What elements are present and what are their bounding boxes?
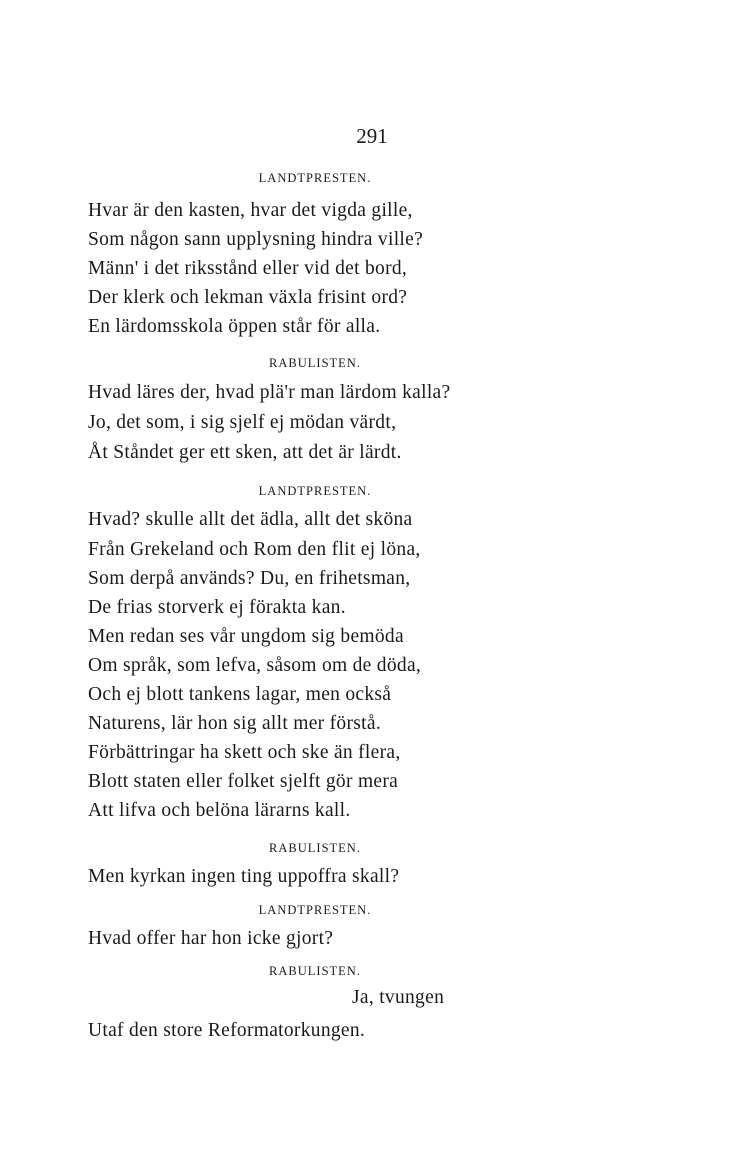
verse-line: Om språk, som lefva, såsom om de döda,	[88, 655, 422, 676]
verse-line: Och ej blott tankens lagar, men också	[88, 684, 392, 705]
speaker-heading: RABULISTEN.	[269, 356, 361, 370]
speaker-heading: LANDTPRESTEN.	[258, 171, 372, 185]
verse-line: Hvad offer har hon icke gjort?	[88, 928, 334, 949]
verse-line: En lärdomsskola öppen står för alla.	[88, 316, 381, 337]
verse-line: Der klerk och lekman växla frisint ord?	[88, 287, 408, 308]
speaker-heading: LANDTPRESTEN.	[258, 903, 372, 917]
verse-line: Jo, det som, i sig sjelf ej mödan värdt,	[88, 412, 397, 433]
verse-line: De frias storverk ej förakta kan.	[88, 597, 346, 618]
verse-line: Som derpå används? Du, en frihetsman,	[88, 568, 411, 589]
verse-line: Naturens, lär hon sig allt mer förstå.	[88, 713, 381, 734]
speaker-heading: RABULISTEN.	[269, 964, 361, 978]
verse-line: Blott staten eller folket sjelft gör mera	[88, 771, 399, 792]
verse-line: Från Grekeland och Rom den flit ej löna,	[88, 539, 421, 560]
speaker-heading: LANDTPRESTEN.	[258, 484, 372, 498]
verse-line: Åt Ståndet ger ett sken, att det är lärdt.	[88, 442, 402, 463]
verse-line: Männ' i det riksstånd eller vid det bord,	[88, 258, 408, 279]
verse-line: Utaf den store Reformatorkungen.	[88, 1020, 366, 1041]
speaker-heading: RABULISTEN.	[269, 841, 361, 855]
verse-line: Men redan ses vår ungdom sig bemöda	[88, 626, 404, 647]
verse-line: Ja, tvungen	[352, 987, 445, 1008]
verse-line: Hvar är den kasten, hvar det vigda gille,	[88, 200, 413, 221]
verse-line: Hvad? skulle allt det ädla, allt det sköna	[88, 509, 413, 530]
verse-line: Hvad läres der, hvad plä'r man lärdom kalla?	[88, 382, 451, 403]
verse-line: Förbättringar ha skett och ske än flera,	[88, 742, 401, 763]
verse-line: Att lifva och belöna lärarns kall.	[88, 800, 351, 821]
verse-line: Som någon sann upplysning hindra ville?	[88, 229, 424, 250]
page-number: 291	[356, 124, 388, 148]
verse-line: Men kyrkan ingen ting uppoffra skall?	[88, 866, 400, 887]
